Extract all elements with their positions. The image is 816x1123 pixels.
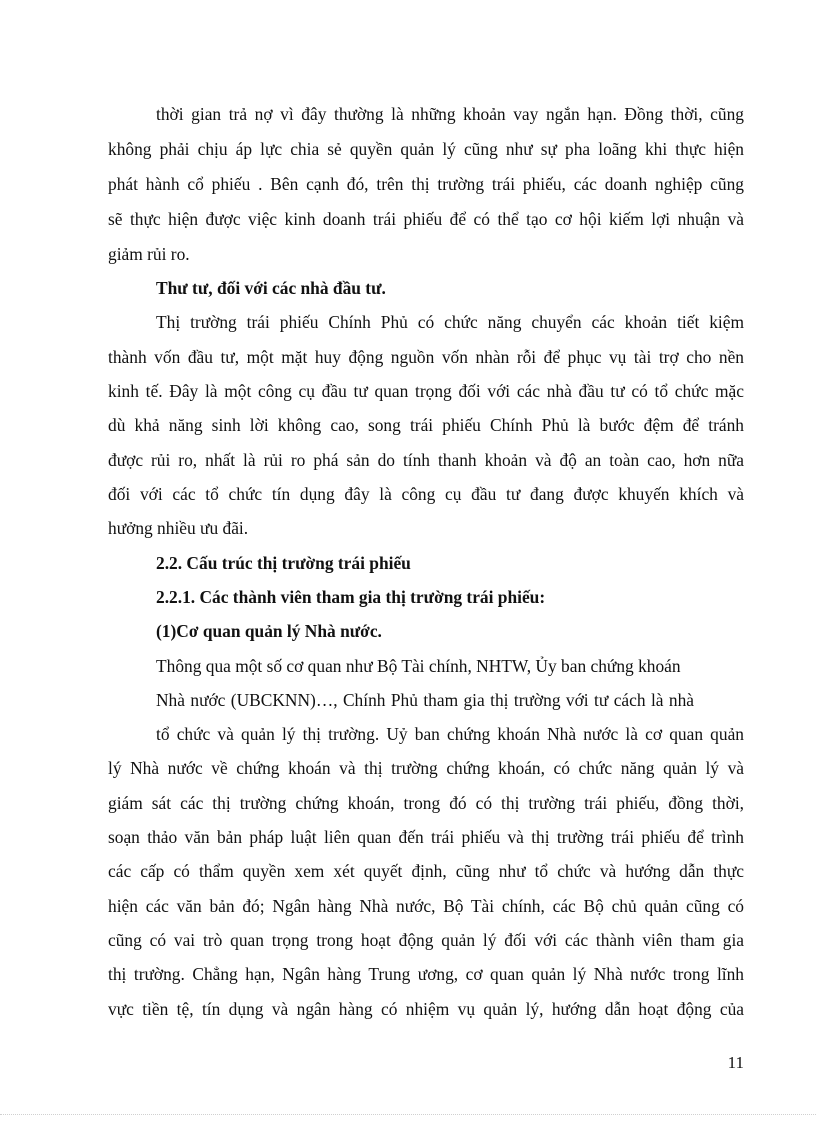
page-bottom-divider [0,1114,816,1115]
paragraph-line: Thông qua một số cơ quan như Bộ Tài chính, NHTW, Ủy ban chứng khoán [156,656,681,676]
paragraph-line: hiện các văn bản đó; Ngân hàng Nhà nước, Bộ Tài chính, các Bộ chủ quản cũng có [108,896,744,916]
paragraph-line: dù khả năng sinh lời không cao, song trái phiếu Chính Phủ là bước đệm để tránh [108,415,744,435]
subsection-heading: 2.2.1. Các thành viên tham gia thị trường trái phiếu: [156,587,546,607]
paragraph-line: lý Nhà nước về chứng khoán và thị trường chứng khoán, có chức năng quản lý và [108,758,744,778]
paragraph-line: thời gian trả nợ vì đây thường là những khoản vay ngắn hạn. Đồng thời, cũng [156,104,744,124]
paragraph-line: thành vốn đầu tư, một mặt huy động nguồn vốn nhàn rỗi để phục vụ tài trợ cho nền [108,347,744,367]
paragraph-line: các cấp có thẩm quyền xem xét quyết định, cũng như tổ chức và hướng dẫn thực [108,861,744,881]
paragraph-line: giảm rủi ro. [108,244,190,264]
paragraph-line: hưởng nhiều ưu đãi. [108,518,249,538]
paragraph-line: sẽ thực hiện được việc kinh doanh trái phiếu để có thể tạo cơ hội kiếm lợi nhuận và [108,209,744,229]
page-number: 11 [727,1053,744,1072]
paragraph-line: soạn thảo văn bản pháp luật liên quan đến trái phiếu và thị trường trái phiếu để trình [108,827,744,847]
paragraph-line: kinh tế. Đây là một công cụ đầu tư quan trọng đối với các nhà đầu tư có tổ chức mặc [108,381,744,401]
paragraph-line: phát hành cổ phiếu . Bên cạnh đó, trên thị trường trái phiếu, các doanh nghiệp cũng [108,174,744,194]
paragraph-line: Nhà nước (UBCKNN)…, Chính Phủ tham gia thị trường với tư cách là nhà [156,690,694,710]
section-heading: Thư tư, đối với các nhà đầu tư. [156,278,386,298]
paragraph-line: thị trường. Chẳng hạn, Ngân hàng Trung ương, cơ quan quản lý Nhà nước trong lĩnh [108,964,744,984]
paragraph-line: tổ chức và quản lý thị trường. Uỷ ban chứng khoán Nhà nước là cơ quan quản [156,724,744,744]
paragraph-line: được rủi ro, nhất là rủi ro phá sản do tính thanh khoản và độ an toàn cao, hơn nữa [108,450,744,470]
section-heading: 2.2. Cấu trúc thị trường trái phiếu [156,553,411,573]
paragraph-line: giám sát các thị trường chứng khoán, trong đó có thị trường trái phiếu, đồng thời, [108,793,744,813]
paragraph-line: đối với các tổ chức tín dụng đây là công cụ đầu tư đang được khuyến khích và [108,484,744,504]
paragraph-line: không phải chịu áp lực chia sẻ quyền quản lý cũng như sự pha loãng khi thực hiện [108,139,744,159]
subsection-heading: (1)Cơ quan quản lý Nhà nước. [156,621,382,641]
paragraph-line: cũng có vai trò quan trọng trong hoạt động quản lý đối với các thành viên tham gia [108,930,744,950]
paragraph-line: vực tiền tệ, tín dụng và ngân hàng có nhiệm vụ quản lý, hướng dẫn hoạt động của [108,999,744,1019]
paragraph-line: Thị trường trái phiếu Chính Phủ có chức năng chuyển các khoản tiết kiệm [156,312,744,332]
